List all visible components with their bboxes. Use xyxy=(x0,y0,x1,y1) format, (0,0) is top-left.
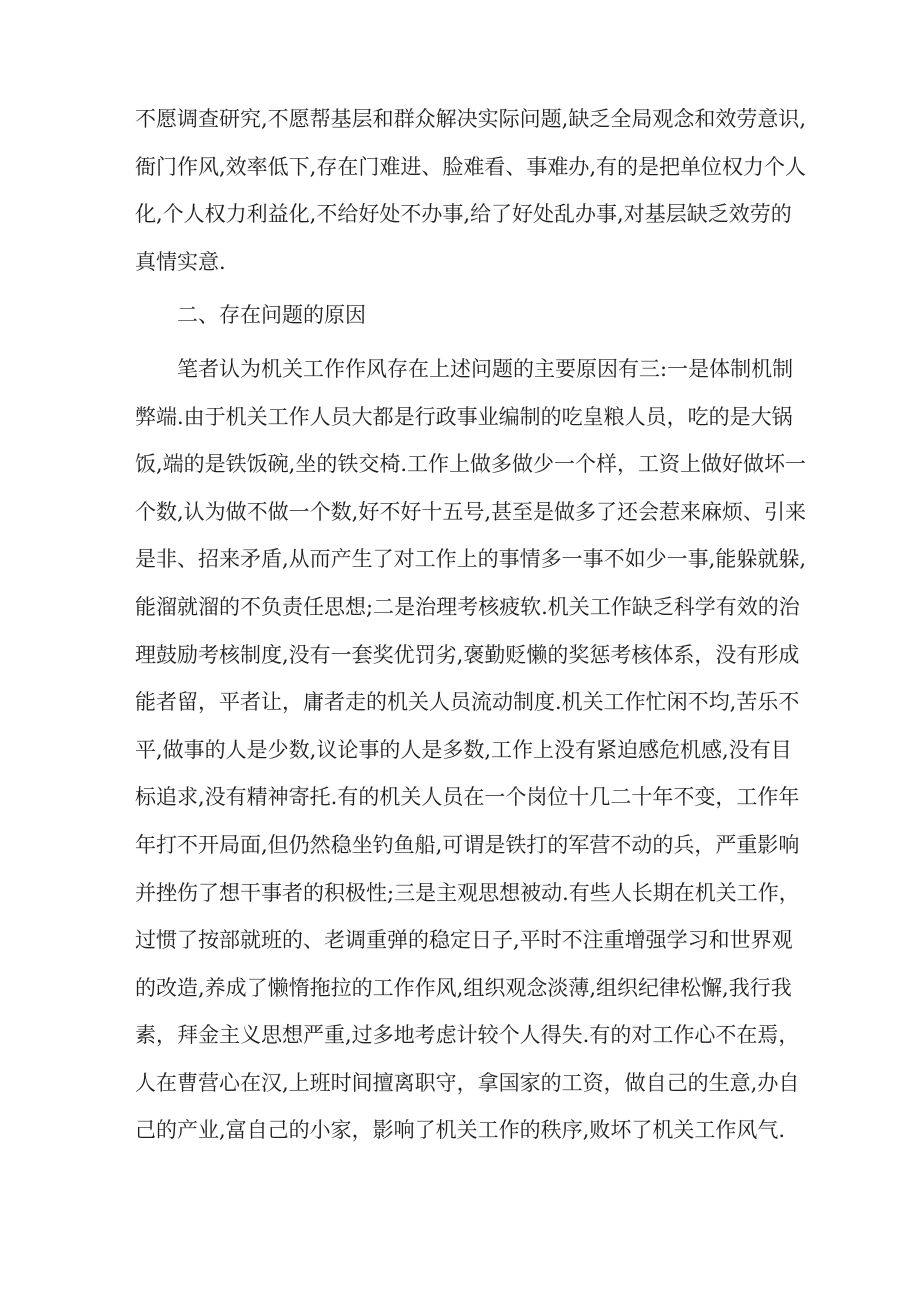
paragraph-continuation: 不愿调查研究,不愿帮基层和群众解决实际问题,缺乏全局观念和效劳意识,衙门作风,效率低下,存在门难进、脸难看、事难办,有的是把单位权力个人化,个人权力利益化,不给好处不办事,给了好处乱办事,对基层缺乏效劳的真情实意. xyxy=(135,107,807,274)
paragraph-causes: 笔者认为机关工作作风存在上述问题的主要原因有三:一是体制机制弊端.由于机关工作人员大都是行政事业编制的吃皇粮人员，吃的是大锅饭,端的是铁饭碗,坐的铁交椅.工作上做多做少一个样，工资上做好做坏一个数,认为做不做一个数,好不好十五号,甚至是做多了还会惹来麻烦、引来是非、招来矛盾,从而产生了对工作上的事情多一事不如少一事,能躲就躲,能溜就溜的不负责任思想;二是治理考核疲软.机关工作缺乏科学有效的治理鼓励考核制度,没有一套奖优罚劣,褒勤贬懒的奖惩考核体系，没有形成能者留，平者让，庸者走的机关人员流动制度.机关工作忙闲不均,苦乐不平,做事的人是少数,议论事的人是多数,工作上没有紧迫感危机感,没有目标追求,没有精神寄托.有的机关人员在一个岗位十几二十年不变，工作年年打不开局面,但仍然稳坐钓鱼船,可谓是铁打的军营不动的兵，严重影响并挫伤了想干事者的积极性;三是主观思想被动.有些人长期在机关工作，过惯了按部就班的、老调重弹的稳定日子,平时不注重增强学习和世界观的改造,养成了懒惰拖拉的工作作风,组织观念淡薄,组织纪律松懈,我行我素，拜金主义思想严重,过多地考虑计较个人得失.有的对工作心不在焉，人在曹营心在汉,上班时间擅离职守，拿国家的工资，做自己的生意,办自己的产业,富自己的小家，影响了机关工作的秩序,败坏了机关工作风气. xyxy=(135,356,807,1143)
section-heading: 二、存在问题的原因 xyxy=(177,303,366,328)
document-body xyxy=(135,96,807,1161)
